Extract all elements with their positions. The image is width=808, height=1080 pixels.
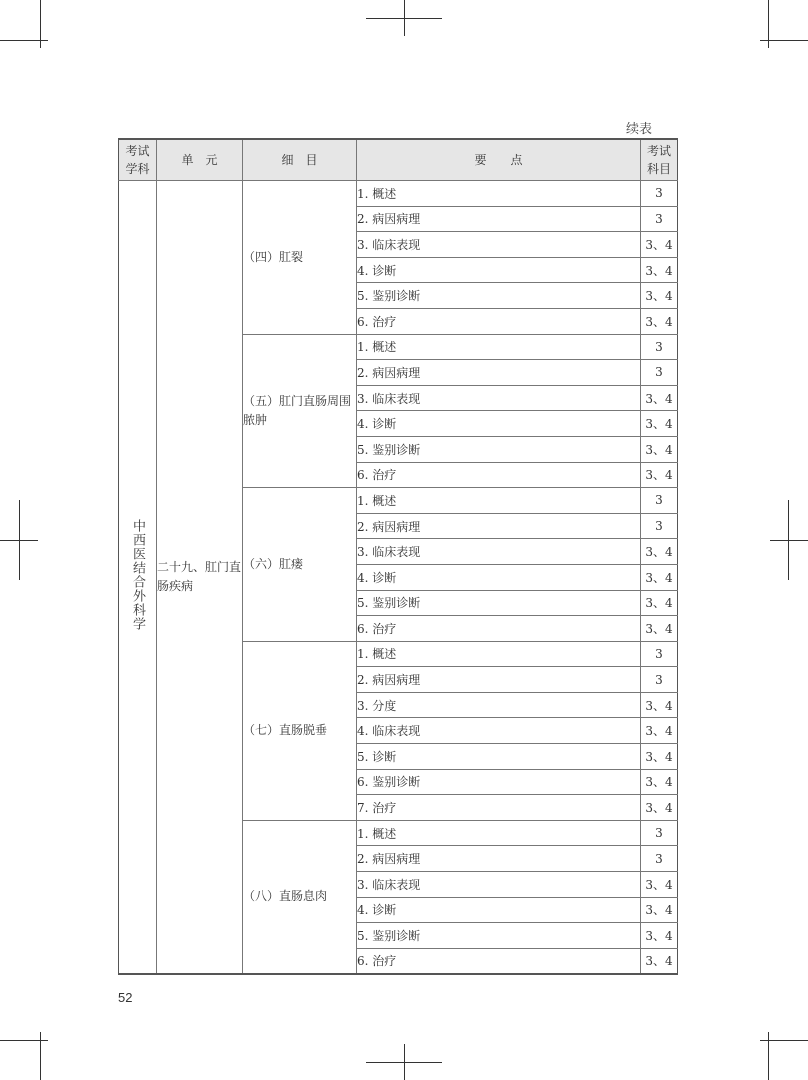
exam-cell: 3 [641, 641, 678, 667]
exam-cell: 3、4 [641, 923, 678, 949]
point-cell: 3. 临床表现 [357, 872, 641, 898]
point-cell: 6. 鉴别诊断 [357, 769, 641, 795]
header-subject [119, 139, 157, 181]
exam-cell: 3、4 [641, 257, 678, 283]
header-detail: 细 目 [243, 139, 357, 181]
exam-cell: 3 [641, 513, 678, 539]
subject-cell [119, 181, 157, 974]
point-cell: 5. 诊断 [357, 744, 641, 770]
subject-text: 中西医结合外科学 [130, 519, 145, 632]
point-cell: 3. 临床表现 [357, 385, 641, 411]
exam-cell: 3、4 [641, 795, 678, 821]
exam-cell: 3 [641, 488, 678, 514]
exam-cell: 3、4 [641, 283, 678, 309]
exam-cell: 3、4 [641, 872, 678, 898]
detail-cell: （七）直肠脱垂 [243, 641, 357, 820]
point-cell: 5. 鉴别诊断 [357, 436, 641, 462]
point-cell: 1. 概述 [357, 181, 641, 207]
header-subject-line: 考试 [125, 144, 150, 158]
exam-cell: 3、4 [641, 564, 678, 590]
detail-cell: （八）直肠息肉 [243, 820, 357, 974]
exam-cell: 3、4 [641, 718, 678, 744]
point-cell: 2. 病因病理 [357, 513, 641, 539]
point-cell: 1. 概述 [357, 641, 641, 667]
table-header-row [119, 139, 678, 181]
exam-cell: 3、4 [641, 308, 678, 334]
exam-cell: 3、4 [641, 769, 678, 795]
header-unit: 单 元 [157, 139, 243, 181]
point-cell: 4. 诊断 [357, 897, 641, 923]
header-exam-line: 科目 [646, 162, 671, 176]
page-number: 52 [118, 990, 133, 1005]
exam-cell: 3、4 [641, 232, 678, 258]
crop-mark [770, 540, 808, 541]
continued-label: 续表 [626, 122, 653, 137]
exam-cell: 3、4 [641, 692, 678, 718]
exam-cell: 3 [641, 206, 678, 232]
crop-mark [19, 500, 20, 580]
point-cell: 1. 概述 [357, 488, 641, 514]
point-cell: 2. 病因病理 [357, 360, 641, 386]
exam-cell: 3 [641, 334, 678, 360]
point-cell: 5. 鉴别诊断 [357, 283, 641, 309]
point-cell: 5. 鉴别诊断 [357, 590, 641, 616]
exam-cell: 3、4 [641, 744, 678, 770]
point-cell: 4. 诊断 [357, 411, 641, 437]
header-point: 要 点 [357, 139, 641, 181]
exam-cell: 3、4 [641, 948, 678, 974]
header-exam-line: 考试 [646, 144, 671, 158]
point-cell: 6. 治疗 [357, 308, 641, 334]
point-cell: 4. 诊断 [357, 564, 641, 590]
exam-cell: 3、4 [641, 616, 678, 642]
point-cell: 1. 概述 [357, 820, 641, 846]
crop-mark [788, 500, 789, 580]
exam-cell: 3 [641, 820, 678, 846]
point-cell: 3. 临床表现 [357, 232, 641, 258]
table-row [119, 181, 678, 207]
detail-cell: （四）肛裂 [243, 181, 357, 335]
crop-mark [40, 0, 41, 48]
crop-mark [404, 1044, 405, 1080]
point-cell: 4. 诊断 [357, 257, 641, 283]
crop-mark [768, 0, 769, 48]
point-cell: 6. 治疗 [357, 948, 641, 974]
exam-cell: 3 [641, 667, 678, 693]
point-cell: 5. 鉴别诊断 [357, 923, 641, 949]
crop-mark [768, 1032, 769, 1080]
header-subject-line: 学科 [125, 162, 150, 176]
detail-cell: （五）肛门直肠周围脓肿 [243, 334, 357, 488]
exam-cell: 3 [641, 181, 678, 207]
exam-cell: 3、4 [641, 436, 678, 462]
exam-cell: 3 [641, 846, 678, 872]
crop-mark [40, 1032, 41, 1080]
detail-cell: （六）肛瘘 [243, 488, 357, 642]
unit-cell: 二十九、肛门直肠疾病 [157, 181, 243, 974]
exam-cell: 3、4 [641, 897, 678, 923]
header-exam [641, 139, 678, 181]
point-cell: 3. 临床表现 [357, 539, 641, 565]
exam-cell: 3、4 [641, 385, 678, 411]
table-body [119, 181, 678, 974]
exam-cell: 3、4 [641, 539, 678, 565]
exam-cell: 3、4 [641, 590, 678, 616]
exam-cell: 3、4 [641, 411, 678, 437]
point-cell: 2. 病因病理 [357, 667, 641, 693]
syllabus-table [118, 138, 678, 975]
exam-cell: 3 [641, 360, 678, 386]
point-cell: 2. 病因病理 [357, 846, 641, 872]
point-cell: 2. 病因病理 [357, 206, 641, 232]
point-cell: 4. 临床表现 [357, 718, 641, 744]
exam-cell: 3、4 [641, 462, 678, 488]
point-cell: 1. 概述 [357, 334, 641, 360]
point-cell: 7. 治疗 [357, 795, 641, 821]
crop-mark [404, 0, 405, 36]
point-cell: 6. 治疗 [357, 462, 641, 488]
point-cell: 3. 分度 [357, 692, 641, 718]
point-cell: 6. 治疗 [357, 616, 641, 642]
